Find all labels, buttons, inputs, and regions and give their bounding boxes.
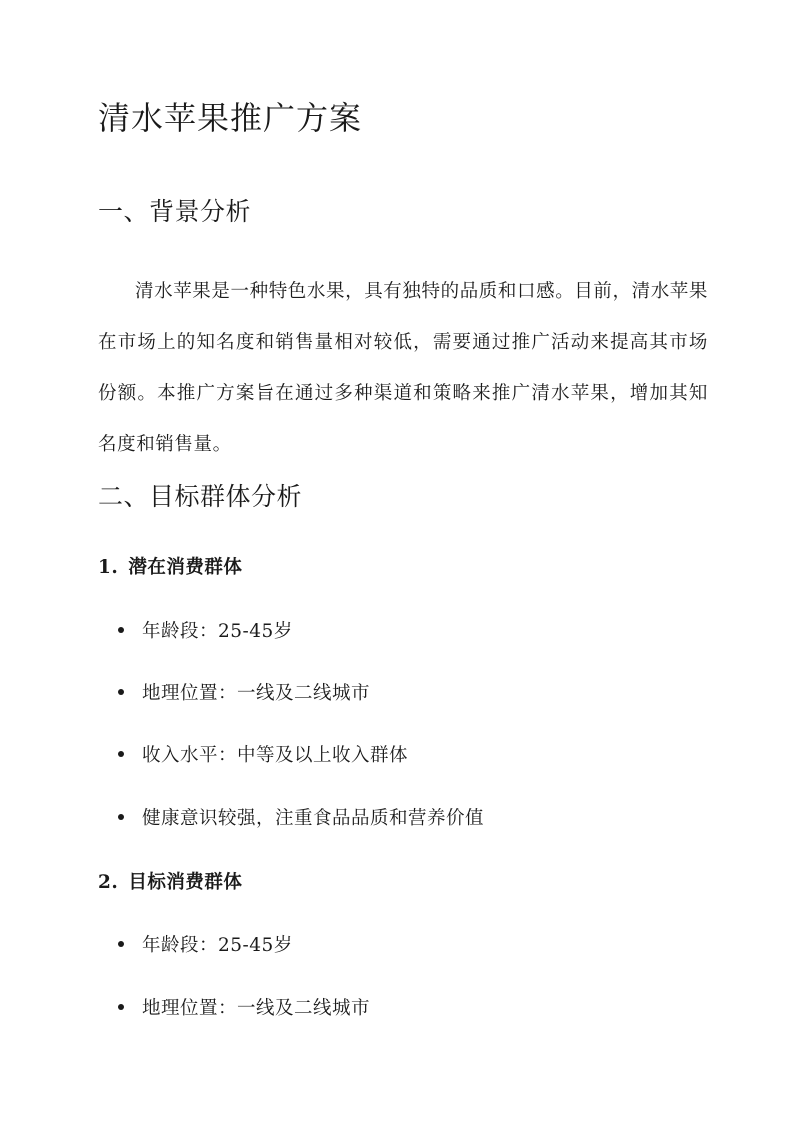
list-item-text: 年龄段：25-45岁 [142, 935, 293, 956]
list-item [118, 995, 370, 1023]
list-item [118, 805, 484, 833]
document-title: 清水苹果推广方案 [98, 99, 363, 137]
section-heading-background: 一、背景分析 [98, 197, 252, 226]
list-item-text: 收入水平：中等及以上收入群体 [142, 745, 409, 766]
list-item-text: 年龄段：25-45岁 [142, 621, 293, 642]
subsection-number: 1. [98, 557, 119, 578]
list-item-text: 地理位置：一线及二线城市 [142, 683, 371, 704]
bullet-icon [118, 1004, 124, 1010]
list-item [118, 618, 293, 646]
background-paragraph: 清水苹果是一种特色水果，具有独特的品质和口感。目前，清水苹果在市场上的知名度和销售量相对较低，需要通过推广活动来提高其市场份额。本推广方案旨在通过多种渠道和策略来推广清水苹果，增加其知名度和销售量。 [98, 281, 709, 455]
subsection-title: 目标消费群体 [128, 872, 243, 893]
bullet-icon [118, 751, 124, 757]
subsection-title: 潜在消费群体 [128, 557, 243, 578]
list-item [118, 932, 293, 960]
list-item [118, 680, 370, 708]
bullet-icon [118, 689, 124, 695]
subsection-heading-target-consumers [98, 869, 242, 897]
bullet-icon [118, 941, 124, 947]
bullet-icon [118, 627, 124, 633]
list-item [118, 742, 408, 770]
bullet-icon [118, 814, 124, 820]
subsection-heading-potential-consumers [98, 554, 242, 582]
subsection-number: 2. [98, 872, 119, 893]
section-heading-target-groups: 二、目标群体分析 [98, 482, 303, 511]
list-item-text: 健康意识较强，注重食品品质和营养价值 [142, 808, 485, 829]
list-item-text: 地理位置：一线及二线城市 [142, 998, 371, 1019]
